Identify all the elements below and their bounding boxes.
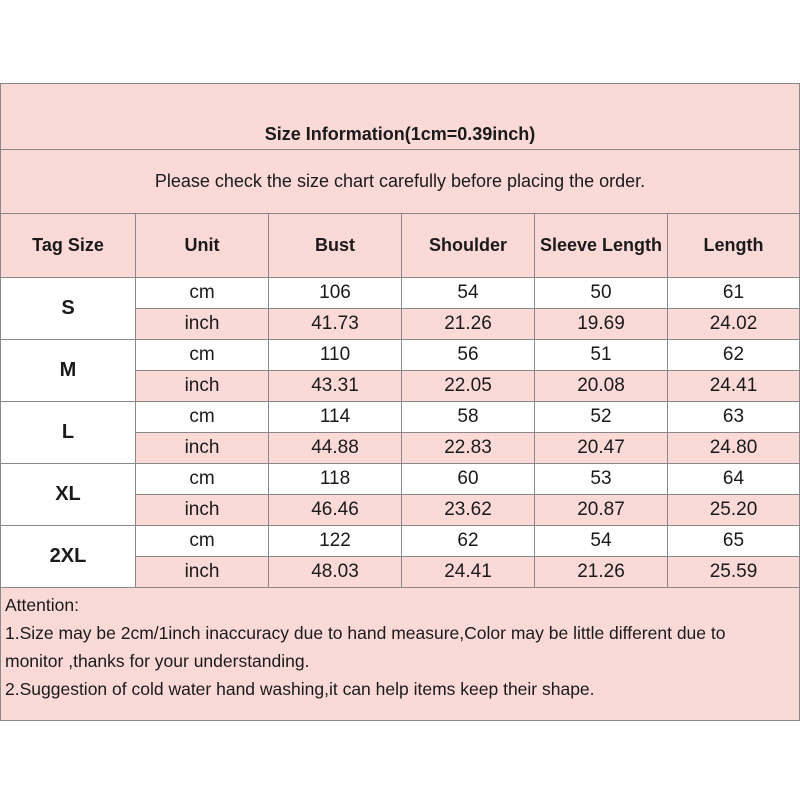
- sleeve-length-cell: 50: [535, 278, 668, 308]
- size-block: [1, 464, 799, 526]
- shoulder-cell: 24.41: [402, 557, 535, 587]
- table-row-inch: [136, 309, 799, 339]
- bust-cell: 106: [269, 278, 402, 308]
- shoulder-cell: 23.62: [402, 495, 535, 525]
- sleeve-length-cell: 20.08: [535, 371, 668, 401]
- table-row-cm: [136, 278, 799, 309]
- tag-size-cell: M: [1, 340, 136, 401]
- table-row-cm: [136, 402, 799, 433]
- unit-cell: cm: [136, 464, 269, 494]
- notice-text: Please check the size chart carefully before placing the order.: [154, 171, 646, 191]
- sleeve-length-cell: 53: [535, 464, 668, 494]
- unit-cell: cm: [136, 340, 269, 370]
- attention-line-2: 2.Suggestion of cold water hand washing,it can help items keep their shape.: [5, 679, 595, 699]
- header-sleeve-length: Sleeve Length: [535, 214, 668, 277]
- bust-cell: 41.73: [269, 309, 402, 339]
- sleeve-length-cell: 51: [535, 340, 668, 370]
- bust-cell: 110: [269, 340, 402, 370]
- unit-cell: inch: [136, 309, 269, 339]
- shoulder-cell: 60: [402, 464, 535, 494]
- shoulder-cell: 21.26: [402, 309, 535, 339]
- size-block: [1, 340, 799, 402]
- size-block: [1, 402, 799, 464]
- attention-line-1b: monitor ,thanks for your understanding.: [5, 651, 310, 671]
- header-row: [1, 214, 799, 278]
- sleeve-length-cell: 21.26: [535, 557, 668, 587]
- sleeve-length-cell: 54: [535, 526, 668, 556]
- length-cell: 24.41: [709, 375, 758, 396]
- header-bust: Bust: [269, 214, 402, 277]
- shoulder-cell: 56: [402, 340, 535, 370]
- length-cell: 24.02: [709, 313, 758, 334]
- bust-cell: 114: [269, 402, 402, 432]
- tag-size-cell: 2XL: [1, 526, 136, 587]
- unit-cell: inch: [136, 433, 269, 463]
- tag-size-cell: XL: [1, 464, 136, 525]
- table-row-inch: [136, 557, 799, 587]
- table-row-cm: [136, 340, 799, 371]
- shoulder-cell: 22.05: [402, 371, 535, 401]
- sleeve-length-cell: 19.69: [535, 309, 668, 339]
- attention-line-1a: 1.Size may be 2cm/1inch inaccuracy due to hand measure,Color may be little different due to: [5, 623, 726, 643]
- length-cell: 63: [722, 406, 745, 427]
- tag-size-cell: S: [1, 278, 136, 339]
- bust-cell: 122: [269, 526, 402, 556]
- size-block: [1, 278, 799, 340]
- bust-cell: 44.88: [269, 433, 402, 463]
- length-cell: 64: [722, 468, 745, 489]
- size-chart: [0, 83, 800, 721]
- unit-cell: cm: [136, 526, 269, 556]
- bust-cell: 118: [269, 464, 402, 494]
- shoulder-cell: 54: [402, 278, 535, 308]
- sleeve-length-cell: 20.47: [535, 433, 668, 463]
- length-cell: 25.20: [709, 499, 758, 520]
- table-row-inch: [136, 371, 799, 401]
- header-tag-size: Tag Size: [1, 214, 136, 277]
- length-cell: 25.59: [709, 561, 758, 582]
- table-row-inch: [136, 433, 799, 463]
- tag-size-cell: L: [1, 402, 136, 463]
- attention-notes: [1, 588, 799, 720]
- unit-cell: cm: [136, 402, 269, 432]
- notice-row: [1, 150, 799, 214]
- bust-cell: 43.31: [269, 371, 402, 401]
- bust-cell: 46.46: [269, 495, 402, 525]
- header-shoulder: Shoulder: [402, 214, 535, 277]
- size-block: [1, 526, 799, 588]
- length-cell: 62: [722, 344, 745, 365]
- title-row: [1, 84, 799, 150]
- shoulder-cell: 58: [402, 402, 535, 432]
- bust-cell: 48.03: [269, 557, 402, 587]
- shoulder-cell: 22.83: [402, 433, 535, 463]
- unit-cell: inch: [136, 371, 269, 401]
- table-row-inch: [136, 495, 799, 525]
- header-length: Length: [703, 235, 764, 255]
- length-cell: 24.80: [709, 437, 758, 458]
- table-row-cm: [136, 464, 799, 495]
- shoulder-cell: 62: [402, 526, 535, 556]
- header-unit: Unit: [136, 214, 269, 277]
- unit-cell: cm: [136, 278, 269, 308]
- unit-cell: inch: [136, 557, 269, 587]
- sleeve-length-cell: 20.87: [535, 495, 668, 525]
- unit-cell: inch: [136, 495, 269, 525]
- length-cell: 61: [722, 282, 745, 303]
- table-row-cm: [136, 526, 799, 557]
- sleeve-length-cell: 52: [535, 402, 668, 432]
- chart-title: Size Information(1cm=0.39inch): [264, 124, 536, 144]
- length-cell: 65: [722, 530, 745, 551]
- attention-heading: Attention:: [5, 595, 79, 615]
